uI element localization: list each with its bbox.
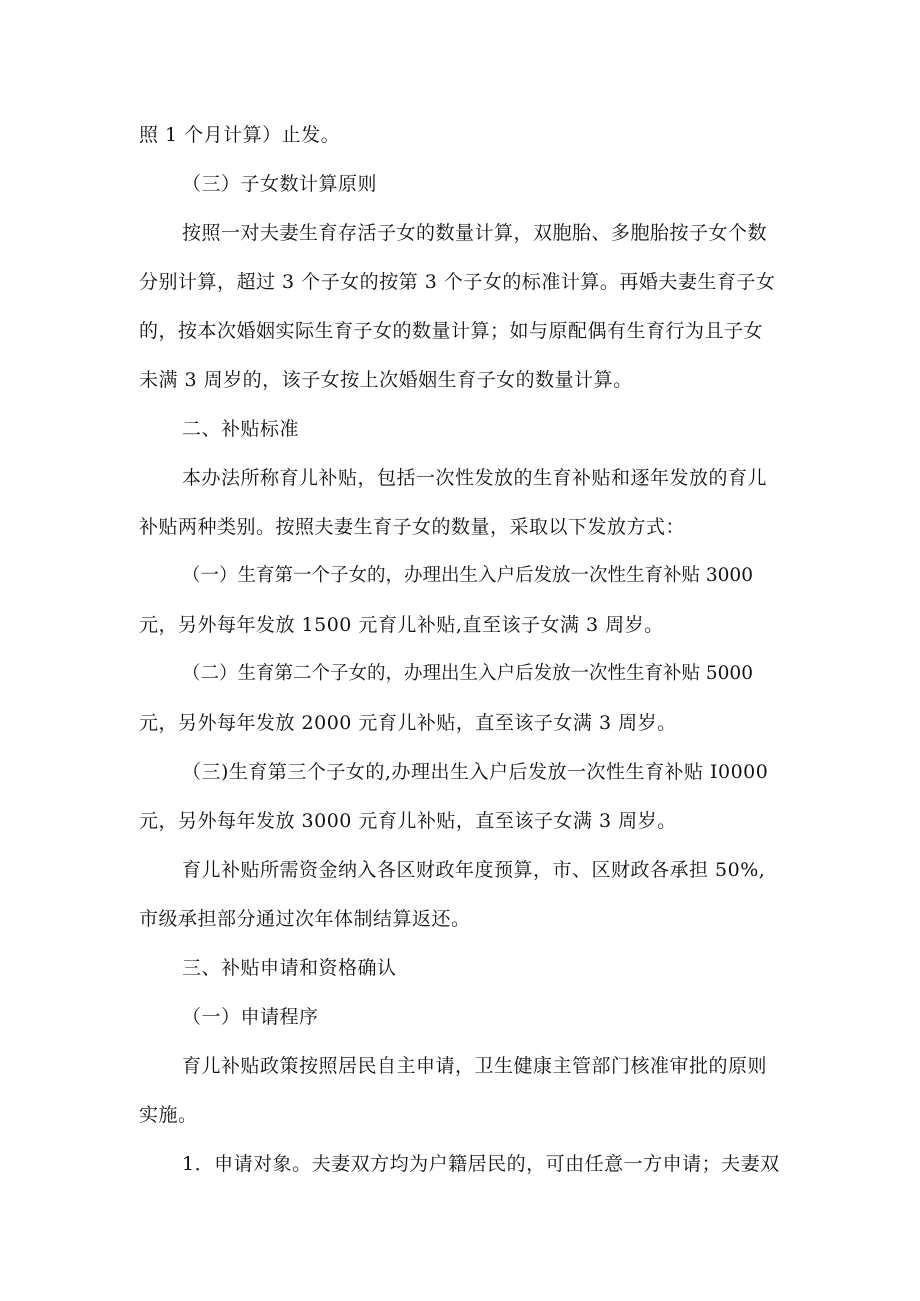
section-heading: 三、补贴申请和资格确认 [182,957,397,979]
text-line: 本办法所称育儿补贴，包括一次性发放的生育补贴和逐年发放的育儿 [182,467,768,489]
text-line: 照 1 个月计算）止发。 [139,124,341,146]
text-line: （一）生育第一个子女的，办理出生入户后发放一次性生育补贴 3000 [182,565,753,586]
text-line: 未满 3 周岁的，该子女按上次婚姻生育子女的数量计算。 [139,369,633,391]
section-heading: 二、补贴标准 [182,418,300,440]
text-line: 1．申请对象。夫妻双方均为户籍居民的，可由任意一方申请；夫妻双 [182,1153,780,1175]
text-line: 市级承担部分通过次年体制结算返还。 [139,908,471,930]
text-line: 实施。 [139,1104,198,1126]
text-line: 元，另外每年发放 3000 元育儿补贴，直至该子女满 3 周岁。 [139,810,677,832]
text-line: 的，按本次婚姻实际生育子女的数量计算；如与原配偶有生育行为且子女 [139,320,764,342]
text-line: （三)生育第三个子女的,办理出生入户后发放一次性生育补贴 I0000 [182,761,769,783]
text-line: （二）生育第二个子女的，办理出生入户后发放一次性生育补贴 5000 [182,663,753,684]
text-line: 按照一对夫妻生育存活子女的数量计算，双胞胎、多胞胎按子女个数 [182,222,768,244]
text-line: 育儿补贴政策按照居民自主申请，卫生健康主管部门核准审批的原则 [182,1055,768,1077]
text-line: 元，另外每年发放 1500 元育儿补贴,直至该子女满 3 周岁。 [139,614,664,636]
text-line: 补贴两种类别。按照夫妻生育子女的数量，采取以下发放方式： [139,516,686,538]
text-line: 元，另外每年发放 2000 元育儿补贴，直至该子女满 3 周岁。 [139,712,677,734]
section-subheading: （三）子女数计算原则 [182,173,378,195]
text-line: 育儿补贴所需资金纳入各区财政年度预算，市、区财政各承担 50%, [182,859,766,881]
text-line: 分别计算，超过 3 个子女的按第 3 个子女的标准计算。再婚夫妻生育子女 [139,271,776,293]
section-subheading: （一）申请程序 [182,1006,319,1028]
